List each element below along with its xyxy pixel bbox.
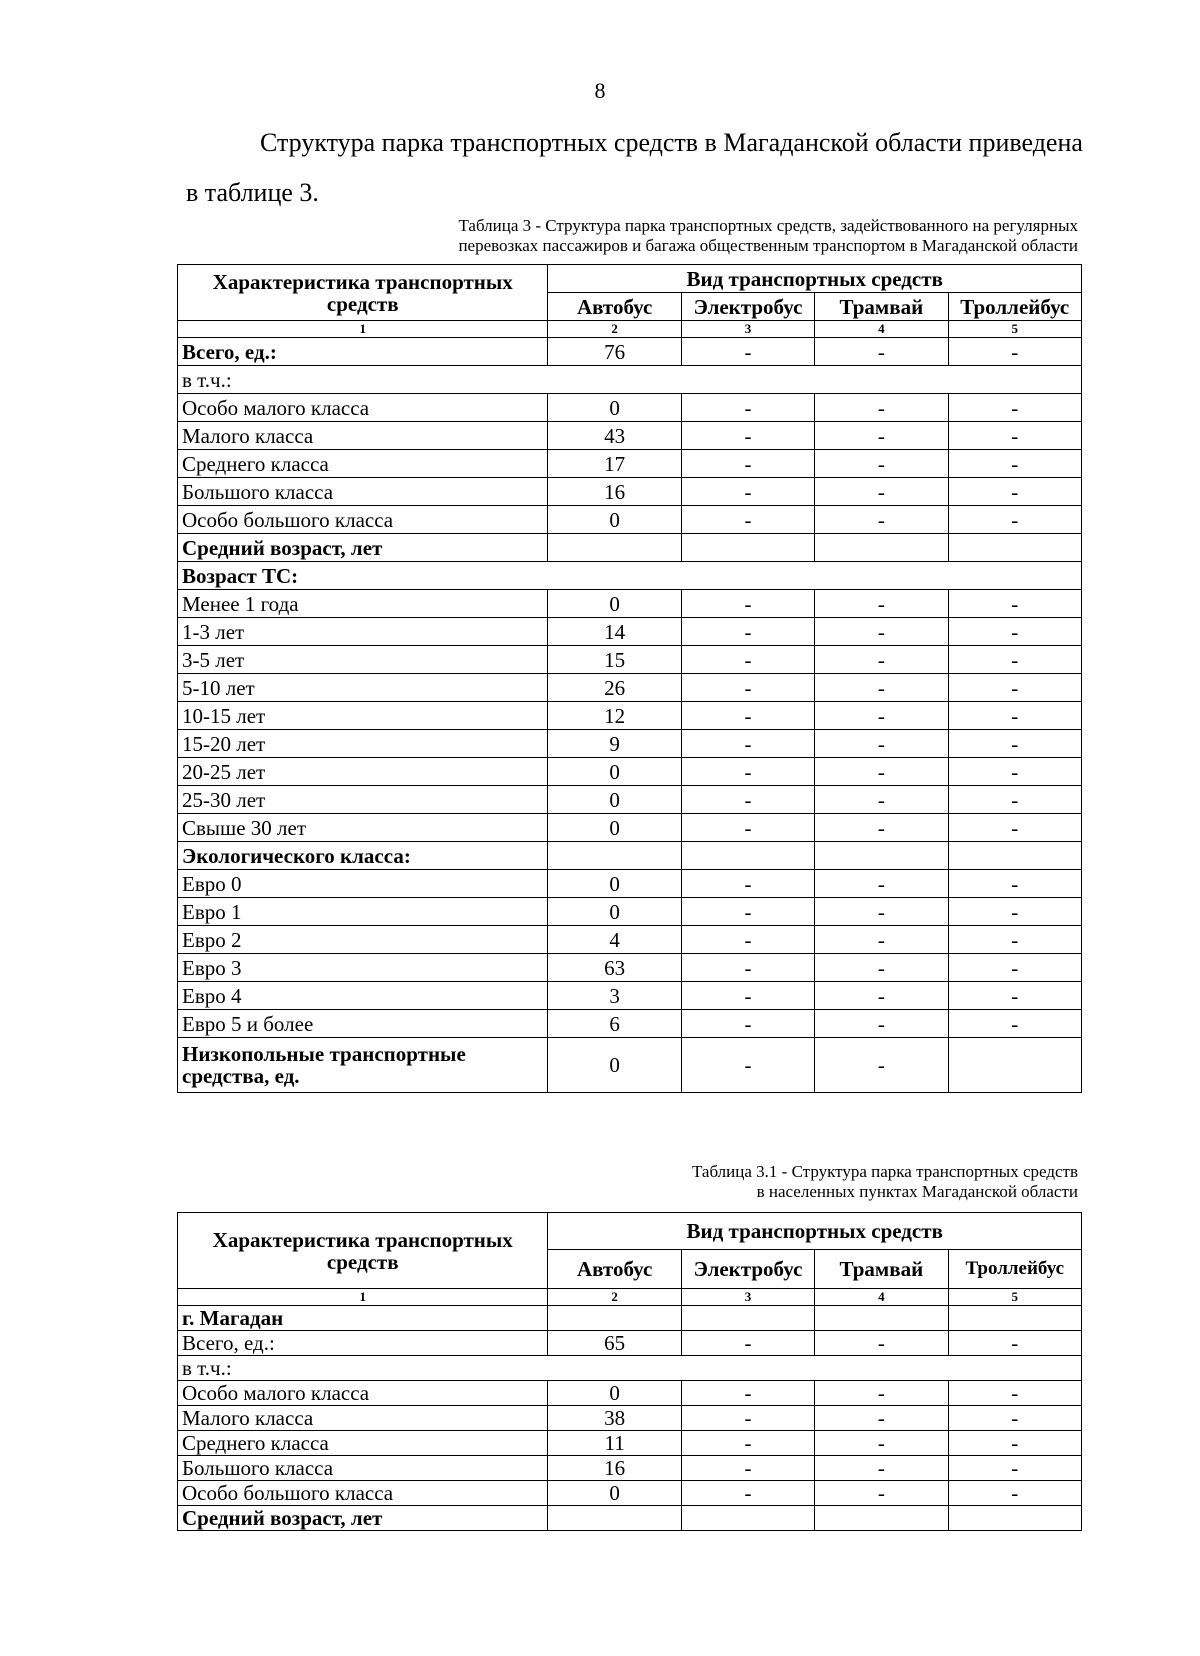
cell-value: - [815, 1331, 948, 1356]
table3-1-col-tram: Трамвай [815, 1250, 948, 1289]
cell-value: 16 [548, 1456, 681, 1481]
cell-value: - [815, 338, 948, 366]
table3-header-group: Вид транспортных средств [548, 265, 1082, 293]
cell-value: - [815, 1431, 948, 1456]
row-label: Евро 2 [178, 926, 548, 954]
table-row [178, 842, 1082, 870]
row-label: Среднего класса [178, 1431, 548, 1456]
cell-value: - [815, 450, 948, 478]
cell-value [948, 534, 1081, 562]
row-label: 20-25 лет [178, 758, 548, 786]
cell-value [548, 842, 681, 870]
intro-line-2: в таблице 3. [186, 178, 319, 207]
table3-col-electrobus: Электробус [681, 293, 814, 321]
cell-value: - [948, 590, 1081, 618]
cell-value: - [815, 814, 948, 842]
cell-value: - [815, 926, 948, 954]
table-row [178, 1431, 1082, 1456]
cell-value: - [815, 1010, 948, 1038]
cell-value: 0 [548, 1381, 681, 1406]
cell-value: - [815, 702, 948, 730]
cell-value: 0 [548, 758, 681, 786]
table3-colnum: 1 [178, 321, 548, 338]
table-row [178, 366, 1082, 394]
cell-value: - [815, 506, 948, 534]
cell-value: - [948, 702, 1081, 730]
cell-value [681, 1506, 814, 1531]
table-row [178, 926, 1082, 954]
table-row [178, 954, 1082, 982]
table3-caption [300, 216, 1078, 256]
table3-1-colnum: 4 [815, 1289, 948, 1306]
cell-value: 4 [548, 926, 681, 954]
table3-1-caption-line-1: Таблица 3.1 - Структура парка транспортных средств [691, 1162, 1078, 1181]
table3-1-colnum: 3 [681, 1289, 814, 1306]
cell-value: - [681, 786, 814, 814]
cell-value: 0 [548, 590, 681, 618]
cell-value: - [815, 1456, 948, 1481]
row-label: Малого класса [178, 1406, 548, 1431]
cell-value: - [815, 1406, 948, 1431]
table-row [178, 898, 1082, 926]
table3-colnum: 2 [548, 321, 681, 338]
cell-value: - [815, 870, 948, 898]
table-row [178, 618, 1082, 646]
row-label: Евро 0 [178, 870, 548, 898]
cell-value: 0 [548, 506, 681, 534]
cell-value [681, 1306, 814, 1331]
cell-value: - [681, 954, 814, 982]
cell-value: - [948, 1331, 1081, 1356]
cell-value: - [681, 674, 814, 702]
cell-value: - [948, 450, 1081, 478]
cell-value: - [948, 758, 1081, 786]
cell-value: - [815, 478, 948, 506]
table3-col-trolleybus: Троллейбус [948, 293, 1081, 321]
cell-value: - [948, 1381, 1081, 1406]
table3 [177, 264, 1082, 1093]
cell-value: 76 [548, 338, 681, 366]
cell-value: - [815, 1381, 948, 1406]
table-row [178, 1356, 1082, 1381]
cell-value: - [948, 870, 1081, 898]
cell-value: - [681, 1406, 814, 1431]
cell-value: 15 [548, 646, 681, 674]
table-row [178, 786, 1082, 814]
table-row [178, 1010, 1082, 1038]
table-row [178, 1331, 1082, 1356]
table-row [178, 870, 1082, 898]
table-row [178, 590, 1082, 618]
cell-value: - [681, 422, 814, 450]
cell-value: - [948, 954, 1081, 982]
cell-value [815, 1506, 948, 1531]
cell-value: - [815, 758, 948, 786]
cell-value [681, 534, 814, 562]
cell-value: - [681, 338, 814, 366]
cell-value: - [681, 870, 814, 898]
cell-value: - [681, 702, 814, 730]
cell-value: - [948, 1481, 1081, 1506]
cell-value: 17 [548, 450, 681, 478]
cell-value: 0 [548, 1481, 681, 1506]
table3-colnum: 3 [681, 321, 814, 338]
row-label: Особо большого класса [178, 506, 548, 534]
cell-value: - [681, 1431, 814, 1456]
cell-value [948, 842, 1081, 870]
cell-value: 0 [548, 786, 681, 814]
table-row [178, 1038, 1082, 1093]
cell-value: - [681, 926, 814, 954]
cell-value: 43 [548, 422, 681, 450]
cell-value: - [948, 422, 1081, 450]
table3-1-caption [500, 1162, 1078, 1202]
row-label: Малого класса [178, 422, 548, 450]
cell-value: - [681, 982, 814, 1010]
cell-value: 0 [548, 814, 681, 842]
cell-value [681, 842, 814, 870]
cell-value: 14 [548, 618, 681, 646]
row-label: Всего, ед.: [178, 1331, 548, 1356]
cell-value: - [681, 1481, 814, 1506]
page-number: 8 [594, 78, 606, 103]
row-label: Евро 5 и более [178, 1010, 548, 1038]
cell-value [948, 1306, 1081, 1331]
table-row [178, 534, 1082, 562]
cell-value: - [681, 478, 814, 506]
table3-1-caption-line-2: в населенных пунктах Магаданской области [756, 1182, 1078, 1201]
cell-value: - [681, 1381, 814, 1406]
cell-value: 0 [548, 1038, 681, 1093]
cell-value: - [681, 758, 814, 786]
cell-value: - [681, 1010, 814, 1038]
cell-value: - [681, 1038, 814, 1093]
table-row [178, 478, 1082, 506]
row-label: 3-5 лет [178, 646, 548, 674]
cell-value [548, 1306, 681, 1331]
cell-value [548, 1506, 681, 1531]
cell-value: 0 [548, 394, 681, 422]
table3-col-bus: Автобус [548, 293, 681, 321]
cell-value: 3 [548, 982, 681, 1010]
cell-value: - [681, 394, 814, 422]
table-row [178, 1481, 1082, 1506]
row-label: Средний возраст, лет [178, 534, 548, 562]
cell-value: - [948, 646, 1081, 674]
table3-1-header-group: Вид транспортных средств [548, 1213, 1082, 1250]
cell-value: 9 [548, 730, 681, 758]
cell-value: - [815, 646, 948, 674]
row-label: Возраст ТС: [178, 562, 1082, 590]
table-row [178, 674, 1082, 702]
table-row [178, 450, 1082, 478]
cell-value: - [948, 1456, 1081, 1481]
intro-paragraph [186, 118, 1086, 218]
cell-value: 16 [548, 478, 681, 506]
table3-1-header-characteristic: Характеристика транспортных средств [178, 1213, 548, 1289]
table-row [178, 1306, 1082, 1331]
cell-value [548, 534, 681, 562]
cell-value: - [948, 338, 1081, 366]
cell-value: - [815, 898, 948, 926]
row-label: 1-3 лет [178, 618, 548, 646]
cell-value: - [948, 730, 1081, 758]
table3-1-colnum: 5 [948, 1289, 1081, 1306]
cell-value: - [681, 1456, 814, 1481]
cell-value: - [681, 450, 814, 478]
cell-value: - [815, 954, 948, 982]
cell-value: - [815, 730, 948, 758]
row-label: 10-15 лет [178, 702, 548, 730]
table-row [178, 646, 1082, 674]
cell-value [948, 1038, 1081, 1093]
table-row [178, 702, 1082, 730]
cell-value: 26 [548, 674, 681, 702]
table-row [178, 730, 1082, 758]
cell-value [815, 534, 948, 562]
cell-value: - [815, 1038, 948, 1093]
row-label: 15-20 лет [178, 730, 548, 758]
cell-value: - [948, 618, 1081, 646]
table3-caption-line-1: Таблица 3 - Структура парка транспортных средств, задействованного на регулярных [458, 216, 1078, 235]
table-row [178, 1456, 1082, 1481]
cell-value: - [948, 926, 1081, 954]
cell-value: - [681, 898, 814, 926]
cell-value: 0 [548, 898, 681, 926]
table3-1-colnum: 2 [548, 1289, 681, 1306]
cell-value: - [948, 1406, 1081, 1431]
row-label: Экологического класса: [178, 842, 548, 870]
table-row [178, 394, 1082, 422]
row-label: 5-10 лет [178, 674, 548, 702]
table3-1-body [178, 1306, 1082, 1531]
cell-value: - [948, 478, 1081, 506]
table-row [178, 1406, 1082, 1431]
cell-value: - [681, 814, 814, 842]
cell-value: - [815, 982, 948, 1010]
cell-value: - [815, 674, 948, 702]
cell-value: - [815, 590, 948, 618]
cell-value: - [681, 590, 814, 618]
table-row [178, 562, 1082, 590]
cell-value: - [815, 1481, 948, 1506]
table3-colnum: 5 [948, 321, 1081, 338]
table-row [178, 422, 1082, 450]
table-row [178, 338, 1082, 366]
cell-value: - [681, 730, 814, 758]
cell-value: - [948, 1431, 1081, 1456]
cell-value: - [815, 422, 948, 450]
row-label: г. Магадан [178, 1306, 548, 1331]
row-label: Средний возраст, лет [178, 1506, 548, 1531]
cell-value: - [948, 674, 1081, 702]
row-label: Евро 1 [178, 898, 548, 926]
table-row [178, 1506, 1082, 1531]
row-label: Особо большого класса [178, 1481, 548, 1506]
row-label: Евро 3 [178, 954, 548, 982]
row-label: Низкопольные транспортные средства, ед. [178, 1038, 548, 1093]
row-label: Особо малого класса [178, 394, 548, 422]
cell-value: 6 [548, 1010, 681, 1038]
cell-value: - [815, 618, 948, 646]
cell-value [815, 1306, 948, 1331]
table-row [178, 1381, 1082, 1406]
cell-value: - [948, 814, 1081, 842]
cell-value: 38 [548, 1406, 681, 1431]
row-label: 25-30 лет [178, 786, 548, 814]
row-label: Менее 1 года [178, 590, 548, 618]
cell-value: 65 [548, 1331, 681, 1356]
cell-value: - [681, 646, 814, 674]
cell-value: - [948, 394, 1081, 422]
table3-1-col-trolleybus: Троллейбус [948, 1250, 1081, 1289]
cell-value: - [948, 786, 1081, 814]
cell-value: - [681, 506, 814, 534]
cell-value: - [681, 618, 814, 646]
row-label: Свыше 30 лет [178, 814, 548, 842]
cell-value [815, 842, 948, 870]
cell-value: 11 [548, 1431, 681, 1456]
row-label: в т.ч.: [178, 1356, 1082, 1381]
cell-value: - [948, 982, 1081, 1010]
cell-value: - [815, 394, 948, 422]
intro-line-1: Структура парка транспортных средств в Магаданской области приведена [260, 128, 1083, 157]
table-row [178, 758, 1082, 786]
table3-col-tram: Трамвай [815, 293, 948, 321]
cell-value [948, 1506, 1081, 1531]
cell-value: 63 [548, 954, 681, 982]
table3-1 [177, 1212, 1082, 1531]
table3-1-col-bus: Автобус [548, 1250, 681, 1289]
cell-value: 0 [548, 870, 681, 898]
row-label: Особо малого класса [178, 1381, 548, 1406]
row-label: в т.ч.: [178, 366, 1082, 394]
row-label: Всего, ед.: [178, 338, 548, 366]
row-label: Большого класса [178, 478, 548, 506]
row-label: Евро 4 [178, 982, 548, 1010]
cell-value: - [815, 786, 948, 814]
cell-value: - [681, 1331, 814, 1356]
table3-body [178, 338, 1082, 1093]
cell-value: - [948, 1010, 1081, 1038]
cell-value: - [948, 898, 1081, 926]
table-row [178, 506, 1082, 534]
cell-value: - [948, 506, 1081, 534]
table-row [178, 982, 1082, 1010]
table3-1-colnum: 1 [178, 1289, 548, 1306]
table3-header-characteristic: Характеристика транспортных средств [178, 265, 548, 321]
row-label: Среднего класса [178, 450, 548, 478]
table3-1-col-electrobus: Электробус [681, 1250, 814, 1289]
cell-value: 12 [548, 702, 681, 730]
table3-caption-line-2: перевозках пассажиров и багажа общественным транспортом в Магаданской области [458, 236, 1078, 255]
table3-colnum: 4 [815, 321, 948, 338]
table-row [178, 814, 1082, 842]
row-label: Большого класса [178, 1456, 548, 1481]
